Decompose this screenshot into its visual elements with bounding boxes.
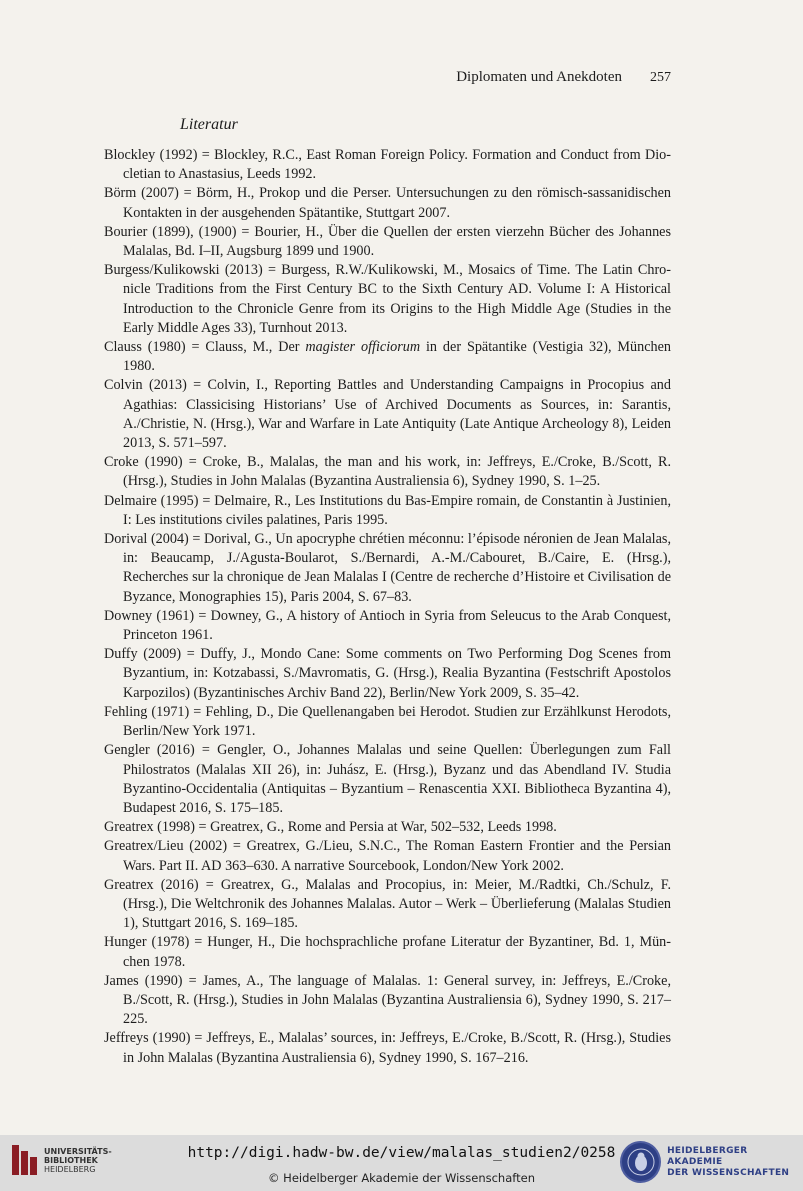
page-number: 257	[650, 70, 671, 85]
academy-seal-icon	[620, 1141, 661, 1183]
reference-entry: Hunger (1978) = Hunger, H., Die hochsprachliche profane Literatur der Byzantiner, Bd. 1, München 1978.	[104, 934, 671, 970]
reference-entry: Greatrex/Lieu (2002) = Greatrex, G./Lieu, S.N.C., The Roman Eastern Frontier and the Persian Wars. Part II. AD 363–630. A narrative Sourcebook, London/New York 2002.	[104, 838, 671, 874]
reference-entry: Colvin (2013) = Colvin, I., Reporting Battles and Understanding Campaigns in Procopius and Agathias: Classicising Historians’ Use of Archived Documents as Sources, in: Sarantis, A./Christie, N. (Hrsg.), War and Warfare in Late Antiquity (Late Antique Archeology 8), Leiden 2013, S. 571–597.	[104, 377, 671, 452]
running-title: Diplomaten und Anekdoten	[456, 69, 622, 85]
academy-logo-text: HEIDELBERGER AKADEMIE DER WISSENSCHAFTEN	[667, 1145, 790, 1178]
reference-entry: Greatrex (1998) = Greatrex, G., Rome and Persia at War, 502–532, Leeds 1998.	[104, 819, 557, 836]
reference-entry: Croke (1990) = Croke, B., Malalas, the man and his work, in: Jeffreys, E./Croke, B./Scott, R. (Hrsg.), Studies in John Malalas (Byzantina Australiensia 6), Sydney 1990, S. 1–25.	[104, 454, 671, 490]
reference-entry: Jeffreys (1990) = Jeffreys, E., Malalas’ sources, in: Jeffreys, E./Croke, B./Scott, R. (Hrsg.), Studies in John Malalas (Byzantina Australiensia 6), Sydney 1990, S. 167–216.	[104, 1030, 671, 1066]
academy-logo[interactable]	[620, 1141, 803, 1183]
page-url[interactable]: http://digi.hadw-bw.de/view/malalas_studien2/0258	[187, 1145, 616, 1161]
reference-entry: Fehling (1971) = Fehling, D., Die Quellenangaben bei Herodot. Studien zur Erzählkunst Herodots, Berlin/New York 1971.	[104, 703, 671, 740]
reference-entry: Duffy (2009) = Duffy, J., Mondo Cane: Some comments on Two Performing Dog Scenes from Byzantium, in: Kotzabassi, S./Mavromatis, G. (Hrsg.), Realia Byzantina (Festschrift Apostolos Karpozilos) (Byzantinisches Archiv Band 22), Berlin/New York 2009, S. 35–42.	[104, 646, 671, 701]
reference-entry: Gengler (2016) = Gengler, O., Johannes Malalas und seine Quellen: Überlegungen zum Fall Philostratos (Malalas XII 26), in: Juhász, E. (Hrsg.), Byzanz und das Abendland IV. Studia Byzantino-Occidentalia (Antiquitas – Byzantium – Renascentia XXI. Bibliotheca Byzantina 4), Budapest 2016, S. 175–185.	[104, 742, 671, 816]
library-logo-text: UNIVERSITÄTS- BIBLIOTHEK HEIDELBERG	[44, 1146, 112, 1174]
running-head	[104, 69, 671, 86]
reference-entry: Blockley (1992) = Blockley, R.C., East Roman Foreign Policy. Formation and Conduct from Diocletian to Anastasius, Leeds 1992.	[104, 147, 671, 183]
reference-entry: James (1990) = James, A., The language of Malalas. 1: General survey, in: Jeffreys, E./Croke, B./Scott, R. (Hrsg.), Studies in John Malalas (Byzantina Australiensia 6), Sydney 1990, S. 217–225.	[104, 972, 671, 1028]
copyright-notice: © Heidelberger Akademie der Wissenschaften	[268, 1171, 535, 1185]
section-heading: Literatur	[180, 116, 238, 133]
reference-list	[104, 146, 671, 1068]
reference-entry: Burgess/Kulikowski (2013) = Burgess, R.W./Kulikowski, M., Mosaics of Time. The Latin Chronicle Traditions from the First Century BC to the Sixth Century AD. Volume I: A Historical Introduction to the Chronicle Genre from its Origins to the High Middle Age (Studies in the Early Middle Ages 33), Turnhout 2013.	[104, 262, 671, 336]
reference-entry: Clauss (1980) = Clauss, M., Der magister officiorum in der Spätantike (Vestigia 32), München 1980.	[104, 339, 671, 375]
reference-entry: Downey (1961) = Downey, G., A history of Antioch in Syria from Seleucus to the Arab Conquest, Princeton 1961.	[104, 607, 671, 644]
reference-entry: Greatrex (2016) = Greatrex, G., Malalas and Procopius, in: Meier, M./Radtki, Ch./Schulz, F. (Hrsg.), Die Weltchronik des Johannes Malalas. Autor – Werk – Überlieferung (Malalas Studien 1), Stuttgart 2016, S. 169–185.	[104, 876, 671, 932]
reference-entry: Bourier (1899), (1900) = Bourier, H., Über die Quellen der ersten vierzehn Bücher des Johannes Malalas, Bd. I–II, Augsburg 1899 und 1900.	[104, 223, 671, 260]
reference-entry: Delmaire (1995) = Delmaire, R., Les Institutions du Bas-Empire romain, de Constantin à Justinien, I: Les institutions civiles palatines, Paris 1995.	[104, 492, 671, 528]
viewer-footer	[0, 1135, 803, 1191]
reference-entry: Börm (2007) = Börm, H., Prokop und die Perser. Untersuchungen zu den römisch-sassanidischen Kontakten in der ausgehenden Spätantike, Stuttgart 2007.	[104, 185, 671, 221]
reference-entry: Dorival (2004) = Dorival, G., Un apocryphe chrétien méconnu: l’épisode néronien de Jean Malalas, in: Beaucamp, J./Agusta-Boularot, S./Bernardi, A.-M./Cabouret, B./Caire, E. (Hrsg.), Recherches sur la chronique de Jean Malalas I (Centre de recherche d’Histoire et Civilisation de Byzance, Monographies 15), Paris 2004, S. 67–83.	[104, 531, 671, 605]
